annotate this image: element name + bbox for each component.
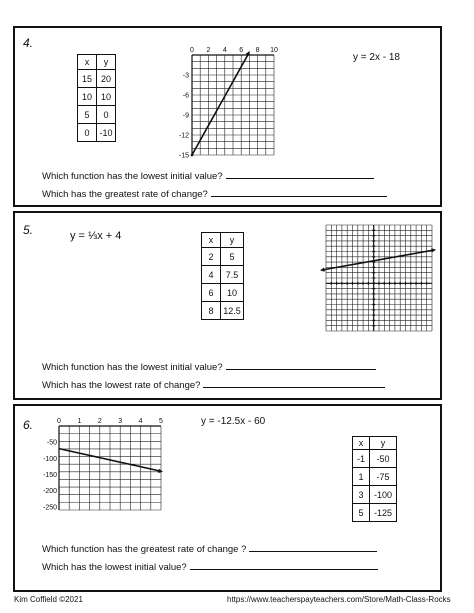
y-tick-label: -6 [182, 92, 189, 100]
x-tick-label: 8 [255, 47, 260, 54]
table-cell: -125 [370, 504, 397, 522]
table-cell: 2 [202, 248, 221, 266]
function-line [322, 250, 434, 270]
x-tick-label: 4 [222, 47, 227, 54]
problem-5-panel [13, 211, 442, 400]
table-cell: 1 [353, 468, 370, 486]
question-text: Which has the lowest rate of change? [42, 380, 201, 391]
y-tick-label: -150 [42, 471, 57, 479]
arrow-head [431, 248, 436, 252]
y-tick-label: -9 [182, 112, 189, 120]
x-tick-label: 10 [270, 47, 278, 54]
table-cell: 8 [202, 302, 221, 320]
table-cell: 5 [78, 106, 97, 124]
table-cell: -1 [353, 450, 370, 468]
answer-line[interactable] [211, 188, 387, 197]
question-2 [42, 561, 378, 573]
answer-line[interactable] [190, 561, 378, 570]
equation-text: y = 2x - 18 [353, 52, 400, 63]
y-tick-label: -12 [178, 132, 189, 140]
table-cell: 10 [78, 88, 97, 106]
table-cell: 6 [202, 284, 221, 302]
answer-line[interactable] [203, 379, 385, 388]
table-cell: -100 [370, 486, 397, 504]
question-text: Which has the lowest initial value? [42, 562, 187, 573]
problem-number: 5. [23, 223, 34, 237]
question-2 [42, 379, 385, 391]
footer-url[interactable]: https://www.teacherspayteachers.com/Store/Math-Class-Rocks [227, 595, 451, 604]
problem-4-panel [13, 26, 442, 207]
table-header: y [370, 437, 397, 450]
table-cell: 4 [202, 266, 221, 284]
question-1 [42, 543, 377, 555]
coordinate-graph [326, 225, 432, 331]
table-cell: 5 [221, 248, 244, 266]
footer-author: Kim Coffield ©2021 [14, 595, 83, 604]
answer-line[interactable] [249, 543, 377, 552]
y-tick-label: -50 [46, 439, 57, 447]
equation-text: y = -12.5x - 60 [201, 416, 266, 427]
answer-line[interactable] [226, 361, 376, 370]
problem-6-panel [13, 404, 442, 592]
table-cell: -50 [370, 450, 397, 468]
y-tick-label: -3 [182, 72, 189, 80]
equation-text: y = ⅓x + 4 [70, 230, 122, 242]
table-cell: 15 [78, 70, 97, 88]
table-cell: 7.5 [221, 266, 244, 284]
table-cell: 0 [78, 124, 97, 142]
table-cell: 20 [97, 70, 116, 88]
question-1 [42, 170, 374, 182]
x-tick-label: 0 [190, 47, 194, 54]
table-cell: 12.5 [221, 302, 244, 320]
value-table [352, 436, 397, 522]
question-text: Which function has the greatest rate of change ? [42, 544, 247, 555]
y-tick-label: -15 [178, 152, 189, 160]
value-table [77, 54, 116, 142]
y-tick-label: -100 [42, 455, 57, 463]
x-tick-label: 1 [77, 418, 82, 425]
table-cell: -10 [97, 124, 116, 142]
table-cell: 3 [353, 486, 370, 504]
x-tick-label: 2 [97, 418, 102, 425]
question-text: Which function has the lowest initial value? [42, 362, 223, 373]
x-tick-label: 6 [239, 47, 244, 54]
table-cell: 10 [221, 284, 244, 302]
answer-line[interactable] [226, 170, 374, 179]
y-tick-label: -250 [42, 504, 57, 512]
table-header: y [221, 233, 244, 248]
problem-number: 6. [23, 418, 34, 432]
table-cell: 10 [97, 88, 116, 106]
y-tick-label: -200 [42, 488, 57, 496]
problem-number: 4. [23, 36, 34, 50]
x-tick-label: 3 [118, 418, 123, 425]
table-header: x [202, 233, 221, 248]
table-header: y [97, 55, 116, 70]
question-2 [42, 188, 387, 200]
arrow-head [158, 469, 163, 473]
x-tick-label: 0 [57, 418, 61, 425]
question-text: Which has the greatest rate of change? [42, 189, 208, 200]
coordinate-graph [180, 41, 290, 161]
table-header: x [353, 437, 370, 450]
table-cell: 0 [97, 106, 116, 124]
arrow-head [320, 267, 325, 271]
x-tick-label: 5 [159, 418, 163, 425]
question-1 [42, 361, 376, 373]
table-cell: 5 [353, 504, 370, 522]
table-header: x [78, 55, 97, 70]
x-tick-label: 2 [206, 47, 211, 54]
value-table [201, 232, 244, 320]
x-tick-label: 4 [138, 418, 143, 425]
coordinate-graph [37, 414, 163, 514]
question-text: Which function has the lowest initial value? [42, 171, 223, 182]
table-cell: -75 [370, 468, 397, 486]
line-start-point [191, 154, 194, 157]
